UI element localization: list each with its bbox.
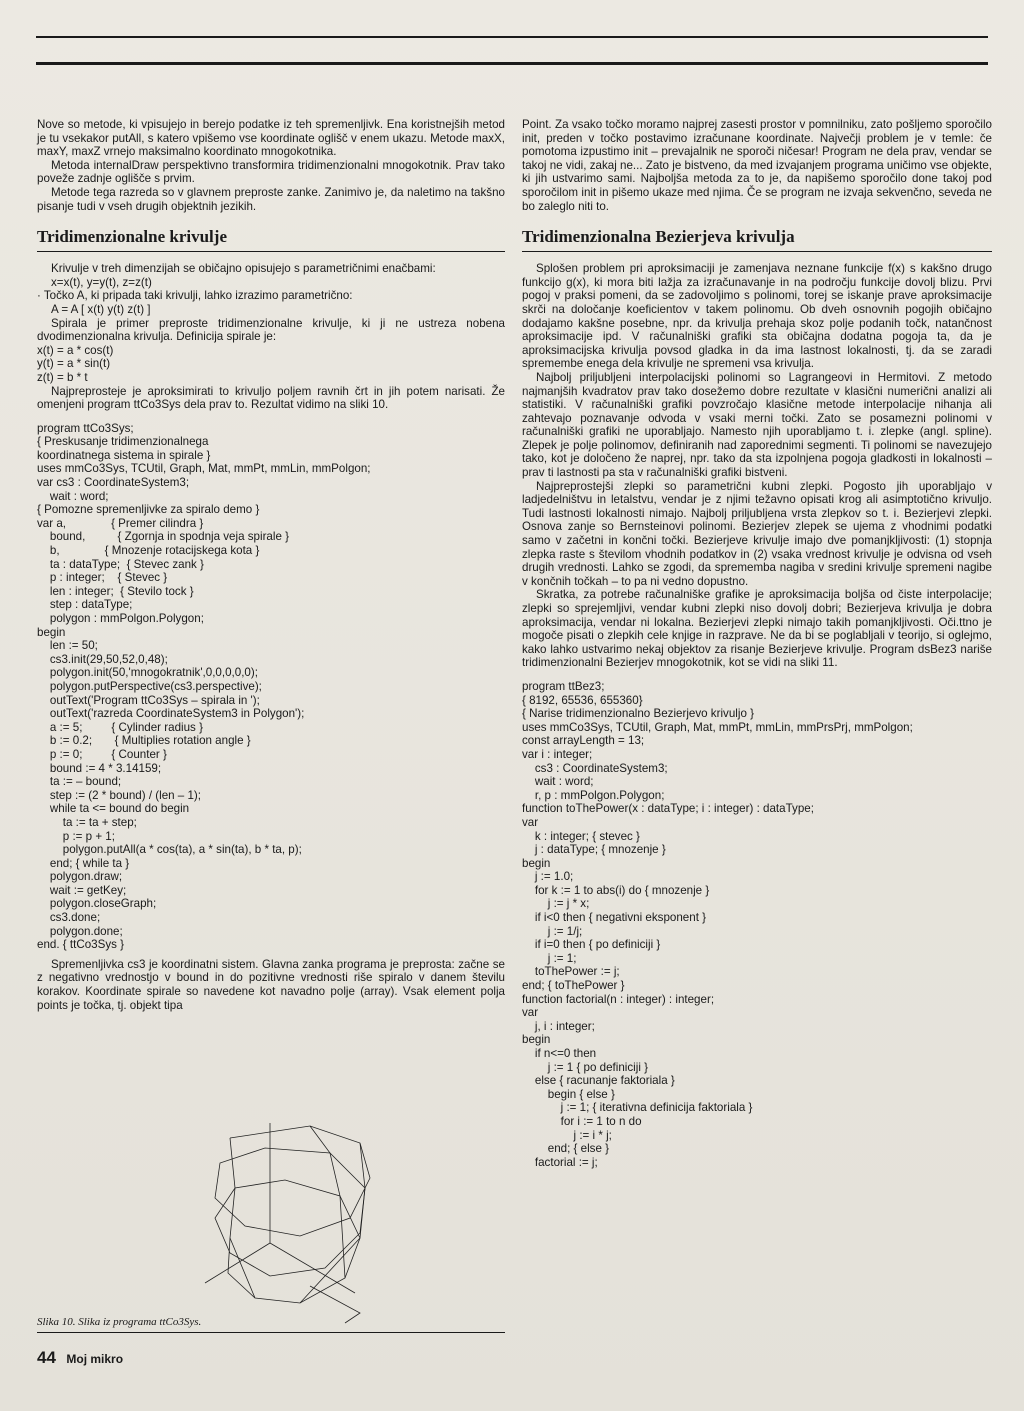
axis-x (205, 1243, 270, 1283)
figure-caption: Slika 10. Slika iz programa ttCo3Sys. (37, 1316, 202, 1328)
left-intro-p1: Nove so metode, ki vpisujejo in berejo podatke iz teh spremenljivk. Ena koristnejših metod je tu vsekakor putAll, s katero vpišemo vse koordinate oglišč v enem ukazu. Metode maxX, maxY, maxZ vrnejo maksimalno koordinato mnogokotnika. (37, 118, 505, 159)
spiral-strand (215, 1126, 370, 1303)
section-heading-bezier: Tridimenzionalna Bezierjeva krivulja (522, 227, 992, 252)
right-body-p2: Najbolj priljubljeni interpolacijski polinomi so Lagrangeovi in Hermitovi. Z metodo najmanjših kvadratov prav tako dosežemo dobre rezultate v klasični numerični analizi ali statistiki. V računalniški grafiki povzročajo klasične metode interpolacije nihanja ali zahtevajo poznavanje odvoda v vsaki merni točki. Zato se posamezni polinomi v računalniški grafiki ne uporabljajo. Namesto njih uporabljamo t. i. zlepke (angl. spline). Zlepek je polje polinomov, definiranih nad zaporednimi segmenti. Ti polinomi se navezujejo tako, kot je določeno že naprej, npr. tako da sta izpolnjena pogoja gladkosti in lokalnosti – prav ti lastnosti pa sta v računalniški grafiki bistveni. (522, 370, 992, 480)
right-column (522, 118, 992, 1169)
spiral-strand (300, 1143, 365, 1303)
page-folio (37, 1348, 123, 1368)
right-intro-p: Point. Za vsako točko moramo najprej zasesti prostor v pomnilniku, zato pošljemo sporočilo init, preden v točko postavimo izračunane koordinate. Največji problem je v temle: če pomotoma izpustimo init – prevajalnik ne sporoči ničesar! Program ne dela prav, vendar se takoj ne vidi, zakaj ne... Zato je bistveno, da med izvajanjem programa uničimo vse objekte, ki jih ustvarimo sami. Najboljša metoda za to je, da napišemo sporočilo done takoj pod sporočilom init in pišemo ukaze med njima. Če se program ne izvaja sekvenčno, seveda ne bo zaleglo niti to. (522, 118, 992, 213)
left-after-p: Spremenljivka cs3 je koordinatni sistem. Glavna zanka programa je preprosta: začne se z negativno vrednostjo v bound in do pozitivne vrednosti riše spiralo v danem številu korakov. Koordinate spirale so navedene kot navadno polje (array). Vsak element polja points je točka, tj. objekt tipa (37, 957, 505, 1012)
right-body-p4: Skratka, za potrebe računalniške grafike je aproksimacija boljša od čiste interpolacije; zlepki so sprejemljivi, vendar kubni zlepki niso dovolj dobri; Bezierjeva krivulja je dobra aproksimacija, vendar ni lokalna. Bezierjevi zlepki nimajo takih pomanjkljivosti. Oči.ttno je mogoče pisati o zlepkih cele knjige in razprave. Ne da bi se poglabljali v teorijo, si oglejmo, kako lahko ustvarimo nekaj objektov za risanje Bezierjeve krivulje. Program dsBez3 nariše tridimenzionalni Bezierjev mnogokotnik, kot se vidi na sliki 11. (522, 588, 992, 670)
left-body-p2: · Točko A, ki pripada taki krivulji, lahko izrazimo parametrično: (37, 289, 353, 303)
left-eq-x: x(t) = a * cos(t) (37, 343, 114, 357)
header-rule (36, 36, 988, 38)
section-heading-curves: Tridimenzionalne krivulje (37, 227, 505, 252)
left-body-p3: Spirala je primer preproste tridimenzionalne krivulje, ki ji ne ustreza nobena dvodimenzionalna krivulja. Definicija spirale je: (37, 316, 505, 344)
left-body-p1: Krivulje v treh dimenzijah se običajno opisujejo s parametričnimi enačbami: (51, 262, 436, 276)
left-eq-xyz: x=x(t), y=y(t), z=z(t) (51, 275, 152, 289)
spiral-strand (230, 1138, 255, 1298)
code-listing-ttbez3: program ttBez3; { 8192, 65536, 655360} { Narise tridimenzionalno Bezierjevo krivuljo } uses mmCo3Sys, TCUtil, Graph, Mat, mmPt, mmLin, mmPrsPrj, mmPolgon; const arrayLength = 13; var i : integer; cs3 : CoordinateSystem3; wait : word; r, p : mmPolgon.Polygon; function toThePower(x : dataType; i : integer) : dataType; var k : integer; { stevec } j : dataType; { mnozenje } begin j := 1.0; for k := 1 to abs(i) do { mnozenje } j := j * x; if i<0 then { negativni eksponent } j := 1/j; if i=0 then { po definiciji } j := 1; toThePower := j; end; { toThePower } function factorial(n : integer) : integer; var j, i : integer; begin if n<=0 then j := 1 { po definiciji } else { racunanje faktoriala } begin { else } j := 1; { iterativna definicija faktoriala } for i := 1 to n do j := i * j; end; { else } factorial := j; (522, 679, 913, 1169)
spiral-figure (160, 1118, 420, 1328)
code-listing-ttco3sys: program ttCo3Sys; { Preskusanje tridimenzionalnega koordinatnega sistema in spirale } uses mmCo3Sys, TCUtil, Graph, Mat, mmPt, mmLin, mmPolgon; var cs3 : CoordinateSystem3; wait : word; { Pomozne spremenljivke za spiralo demo } var a, { Premer cilindra } bound, { Zgornja in spodnja veja spirale } b, { Mnozenje rotacijskega kota } ta : dataType; { Stevec zank } p : integer; { Stevec } len : integer; { Stevilo tock } step : dataType; polygon : mmPolgon.Polygon; begin len := 50; cs3.init(29,50,52,0,48); polygon.init(50,'mnogokratnik',0,0,0,0,0); polygon.putPerspective(cs3.perspective); outText('Program ttCo3Sys – spirala in '); outText('razreda CoordinateSystem3 in Polygon'); a := 5; { Cylinder radius } b := 0.2; { Multiplies rotation angle } p := 0; { Counter } bound := 4 * 3.14159; ta := – bound; step := (2 * bound) / (len – 1); while ta <= bound do begin ta := ta + step; p := p + 1; polygon.putAll(a * cos(ta), a * sin(ta), b * ta, p); end; { while ta } polygon.draw; wait := getKey; polygon.closeGraph; cs3.done; polygon.done; end. { ttCo3Sys } (37, 421, 371, 952)
header-rule-thick (36, 62, 988, 65)
left-intro-p2: Metoda internalDraw perspektivno transformira tridimenzionalni mnogokotnik. Prav tako poveže zadnje oglišče s prvim. (37, 158, 505, 186)
left-body-p4: Najpreprosteje je aproksimirati to krivuljo poljem ravnih črt in jih potem narisati. Že omenjeni program ttCo3Sys dela prav to. Rezultat vidimo na sliki 10. (37, 384, 505, 412)
left-eq-y: y(t) = a * sin(t) (37, 357, 111, 371)
magazine-name: Moj mikro (66, 1352, 124, 1366)
page-number: 44 (37, 1348, 56, 1367)
right-body-p1: Splošen problem pri aproksimaciji je zamenjava neznane funkcije f(x) s kakšno drugo funkcijo g(x), ki mora biti lažja za izračunavanje in na področju funkcije dovolj blizu. Prvi pogoj v praksi pomeni, da se zadovoljimo s polinomi, torej se iskanje prave aproksimacije skrči na določanje koeficientov v takem polinomu. Ob dveh osnovnih pogojih običajno dodajamo kakšne posebne, npr. da krivulja prehaja skoz polje podanih točk, natančnost aproksimacije ipd. V računalniški grafiki sta običajna dodatna pogoja ta, da je aproksimacijska krivulja povsod gladka in da ima lastnost lokalnosti, tj. da se zaradi spremembe enega dela krivulje ne spremeni vsa krivulja. (522, 262, 992, 371)
left-eq-z: z(t) = b * t (37, 370, 88, 384)
right-body-p3: Najpreprostejši zlepki so parametrični kubni zlepki. Pogosto jih uporabljajo v ladjedelništvu in letalstvu, vendar je z njimi težavno opisati krog ali asimptotično krivuljo. Tudi lastnosti lokalnosti nimajo. Najbolj priljubljena vrsta zlepkov so t. i. Bezierjevi zlepki. Osnova zanje so Bernsteinovi polinomi. Bezierjev zlepek se ujema z vhodnimi podatki samo v začetni in končni točki. Bezierjeve krivulje imajo dve pomanjkljivosti: (1) stopnja zlepka raste s številom vhodnih podatkov in (2) vsaka vrednost krivulje je odvisna od vseh drugih vrednosti. Lahko se zgodi, da sprememba nagiba v sredini krivulje spremeni nagibe v končnih točkah – to pa ni vedno dopustno. (522, 479, 992, 588)
left-eq-a: A = A [ x(t) y(t) z(t) ] (51, 302, 151, 316)
left-intro-p3: Metode tega razreda so v glavnem preproste zanke. Zanimivo je, da naletimo na takšno pisanje tudi v vseh drugih objektnih jezikih. (37, 185, 505, 213)
spiral-strand (310, 1126, 345, 1278)
left-column (37, 118, 505, 1012)
caption-rule (37, 1332, 505, 1333)
